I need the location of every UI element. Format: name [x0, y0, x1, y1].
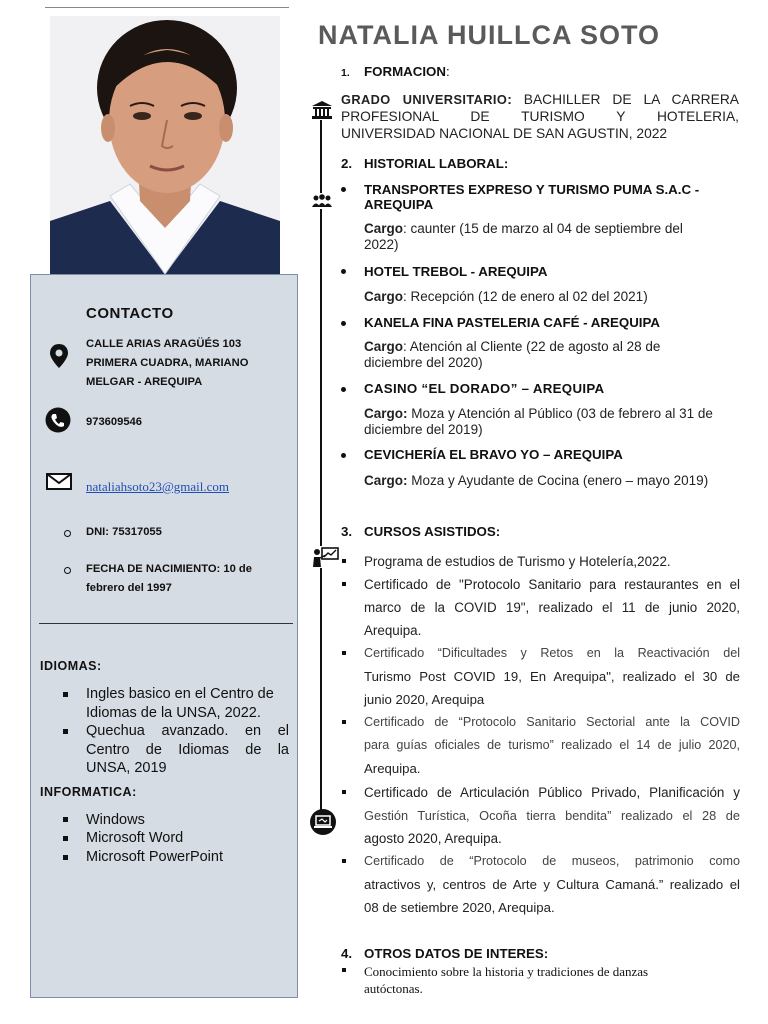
- bullet-square: [342, 582, 346, 586]
- candidate-name: NATALIA HUILLCA SOTO: [318, 20, 660, 50]
- education-heading: FORMACION:: [364, 64, 450, 79]
- course-item: Certificado de “Protocolo de museos, patrimonio como atractivos y, centros de Arte y Cultura Camaná.” realizado el 08 de setiembre 2020, Arequipa.: [364, 854, 740, 915]
- it-item: Microsoft PowerPoint: [86, 849, 223, 865]
- bullet-circle: [64, 567, 71, 574]
- address-line: CALLE ARIAS ARAGÜÉS 103: [86, 338, 242, 350]
- work-heading: HISTORIAL LABORAL:: [364, 156, 509, 171]
- profile-photo: [50, 16, 280, 274]
- job-cargo: Cargo: Moza y Ayudante de Cocina (enero – mayo 2019): [364, 473, 709, 488]
- bullet-square: [342, 651, 346, 655]
- bullet-square: [342, 968, 346, 972]
- computer-icon: [309, 808, 337, 836]
- job-company: TRANSPORTES EXPRESO Y TURISMO PUMA S.A.C - AREQUIPA: [364, 182, 700, 212]
- course-item: Programa de estudios de Turismo y Hotelería,2022.: [364, 554, 671, 569]
- birth-line: febrero del 1997: [86, 582, 172, 594]
- language-item: Quechua avanzado. en el Centro de Idiomas de la UNSA, 2019: [86, 723, 289, 776]
- address: [86, 335, 248, 392]
- location-pin-icon: [49, 343, 69, 369]
- courses-heading: CURSOS ASISTIDOS:: [364, 524, 501, 539]
- address-line: PRIMERA CUADRA, MARIANO: [86, 357, 249, 369]
- section-number: 1.: [341, 67, 350, 79]
- sidebar-divider: [39, 623, 293, 624]
- course-item: Certificado “Dificultades y Retos en la Reactivación del Turismo Post COVID 19, En Arequipa", realizado el 30 de junio 2020, Arequipa: [364, 646, 740, 707]
- language-item: Ingles basico en el Centro de Idiomas de la UNSA, 2022.: [86, 686, 274, 721]
- job-cargo: Cargo: Moza y Atención al Público (03 de febrero al 31 de diciembre del 2019): [364, 406, 713, 437]
- bullet-square: [342, 859, 346, 863]
- envelope-icon: [46, 473, 72, 490]
- section-number: 2.: [341, 156, 353, 171]
- course-item: Certificado de “Protocolo Sanitario Sectorial ante la COVID para guías oficiales de turismo” realizado el 14 de julio 2020, Arequipa.: [364, 715, 740, 776]
- languages-title: IDIOMAS:: [40, 659, 102, 673]
- section-number: 4.: [341, 946, 353, 961]
- course-item: Certificado de Articulación Público Privado, Planificación y Gestión Turística, Ocoña tierra bendita” realizado el 28 de agosto 2020, Arequipa.: [364, 785, 740, 846]
- bullet-square: [63, 692, 68, 697]
- section-number: 3.: [341, 524, 353, 539]
- other-heading: OTROS DATOS DE INTERES:: [364, 946, 549, 961]
- job-company: CEVICHERÍA EL BRAVO YO – AREQUIPA: [364, 447, 623, 462]
- bullet-dot: [341, 269, 346, 274]
- phone-icon: [45, 407, 71, 433]
- birth-date: [86, 560, 252, 598]
- address-line: MELGAR - AREQUIPA: [86, 376, 203, 388]
- course-item: Certificado de "Protocolo Sanitario para restaurantes en el marco de la COVID 19", realizado el 11 de junio 2020, Arequipa.: [364, 577, 740, 638]
- dni: DNI: 75317055: [86, 526, 162, 538]
- birth-line: FECHA DE NACIMIENTO: 10 de: [86, 563, 252, 575]
- phone-number: 973609546: [86, 416, 142, 428]
- presentation-icon: [312, 546, 340, 568]
- bullet-square: [63, 836, 68, 841]
- job-cargo: Cargo: Recepción (12 de enero al 02 del 2021): [364, 289, 648, 304]
- bullet-square: [342, 720, 346, 724]
- bullet-dot: [341, 453, 346, 458]
- bullet-dot: [341, 387, 346, 392]
- university-icon: [310, 100, 334, 120]
- bullet-square: [342, 790, 346, 794]
- bullet-dot: [341, 321, 346, 326]
- bullet-dot: [341, 187, 346, 192]
- bullet-square: [63, 855, 68, 860]
- contact-title: CONTACTO: [86, 305, 174, 322]
- it-item: Windows: [86, 812, 145, 828]
- bullet-square: [63, 817, 68, 822]
- job-company: CASINO “EL DORADO” – AREQUIPA: [364, 381, 605, 396]
- bullet-square: [342, 559, 346, 563]
- sidebar: [30, 274, 298, 998]
- it-title: INFORMATICA:: [40, 785, 137, 799]
- email-link[interactable]: nataliahsoto23@gmail.com: [86, 479, 230, 494]
- team-icon: [310, 193, 334, 209]
- bullet-circle: [64, 530, 71, 537]
- job-company: HOTEL TREBOL - AREQUIPA: [364, 264, 548, 279]
- job-company: KANELA FINA PASTELERIA CAFÉ - AREQUIPA: [364, 315, 660, 330]
- job-cargo: Cargo: Atención al Cliente (22 de agosto al 28 de diciembre del 2020): [364, 339, 661, 370]
- timeline-line: [320, 115, 322, 815]
- bullet-square: [63, 729, 68, 734]
- top-rule: [45, 7, 289, 8]
- other-item: Conocimiento sobre la historia y tradiciones de danzas autóctonas.: [364, 964, 649, 996]
- degree-block: GRADO UNIVERSITARIO: BACHILLER DE LA CARRERA PROFESIONAL DE TURISMO Y HOTELERIA, UNIVERSIDAD NACIONAL DE SAN AGUSTIN, 2022: [341, 92, 740, 141]
- it-item: Microsoft Word: [86, 830, 184, 846]
- job-cargo: Cargo: caunter (15 de marzo al 04 de septiembre del 2022): [364, 221, 683, 252]
